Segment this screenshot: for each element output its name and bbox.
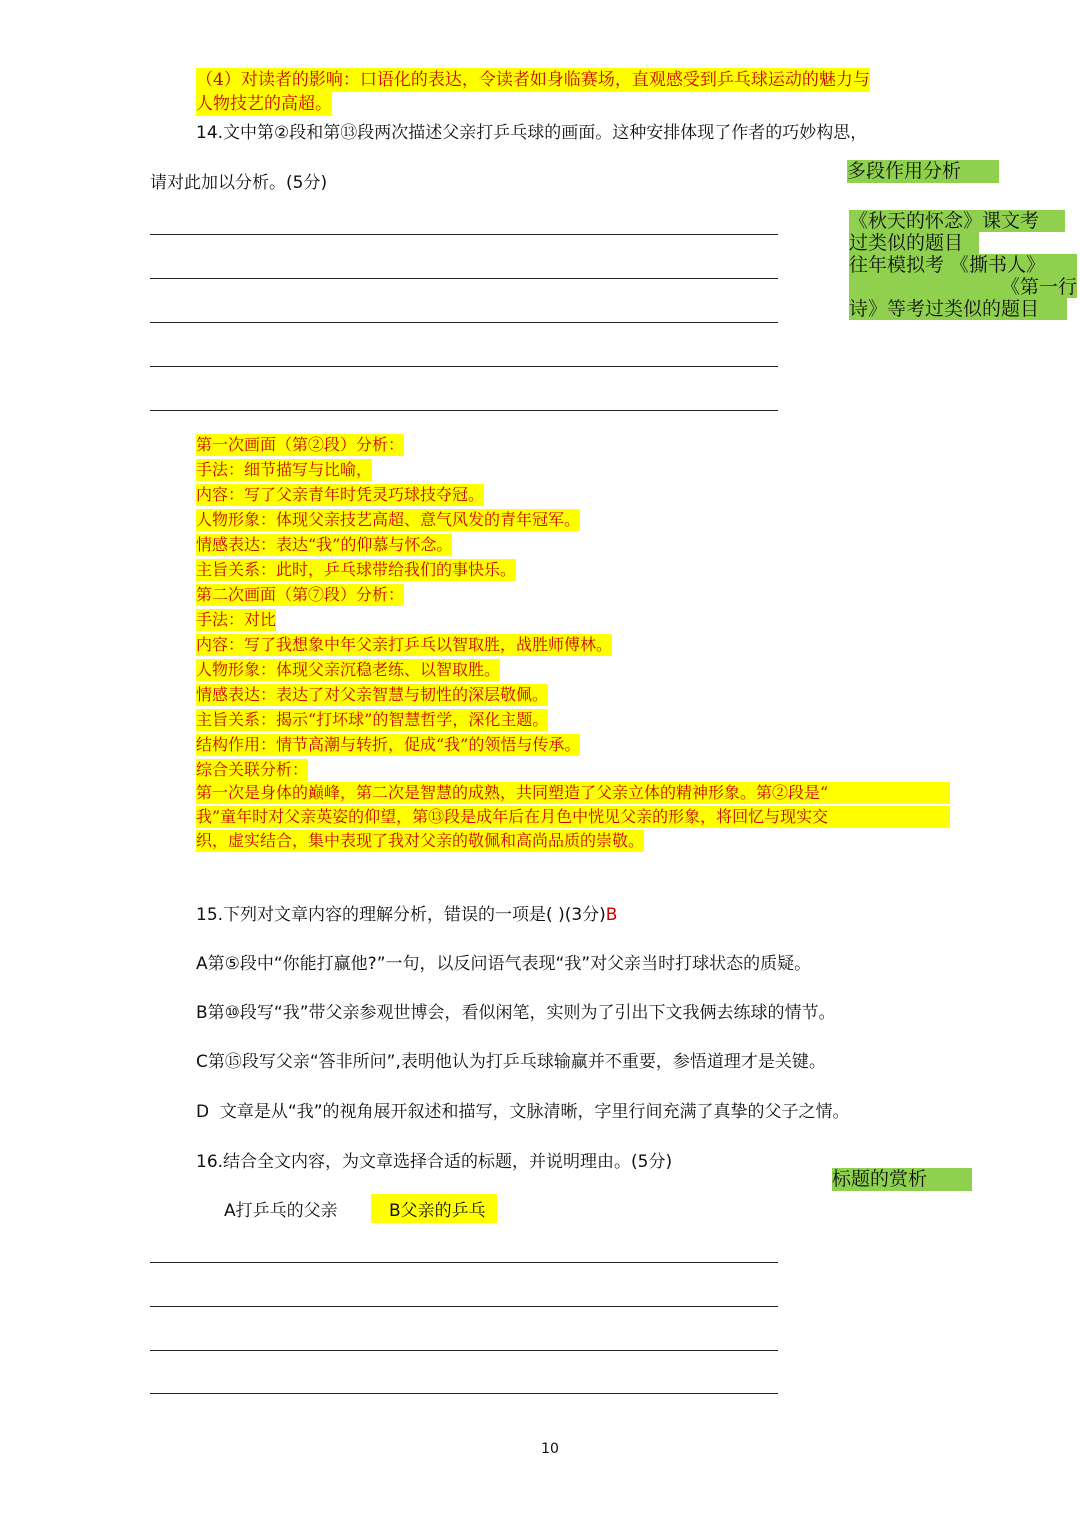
q14-note-line-5: 诗》等考过类似的题目 xyxy=(849,298,1067,320)
q14-answer-line: 结构作用：情节高潮与转折，促成“我”的领悟与传承。 xyxy=(196,735,581,754)
q14-answer-line: 内容：写了我想象中年父亲打乒乓以智取胜，战胜师傅林。 xyxy=(196,635,613,654)
q14-note-line-3: 往年模拟考 《撕书人》 xyxy=(849,254,1077,276)
page-number: 10 xyxy=(541,1441,559,1457)
q14-answer-line: 人物形象：体现父亲技艺高超、意气风发的青年冠军。 xyxy=(196,510,581,529)
q14-answer-line: 综合关联分析： xyxy=(196,760,309,779)
q14-tag-multi-paragraph-analysis: 多段作用分析 xyxy=(847,160,999,183)
q16-stem: 16.结合全文内容，为文章选择合适的标题，并说明理由。(5分) xyxy=(196,1152,673,1172)
prev-answer-line-2: 人物技艺的高超。 xyxy=(196,94,332,114)
answer-line xyxy=(150,234,778,235)
q14-note-line-1: 《秋天的怀念》课文考 xyxy=(849,210,1065,232)
q14-stem-line-2: 请对此加以分析。(5分) xyxy=(150,173,328,193)
answer-line xyxy=(150,1393,778,1394)
q14-answer-line: 第一次画面（第②段）分析： xyxy=(196,435,405,454)
q14-answer-line: 人物形象：体现父亲沉稳老练、以智取胜。 xyxy=(196,660,501,679)
prev-answer-line-1: （4）对读者的影响：口语化的表达，令读者如身临赛场，直观感受到乒乓球运动的魅力与 xyxy=(196,70,870,90)
q14-answer-line: 第一次是身体的巅峰，第二次是智慧的成熟，共同塑造了父亲立体的精神形象。第②段是“ xyxy=(196,782,950,804)
q15-option-a: A第⑤段中“你能打赢他?”一句，以反问语气表现“我”对父亲当时打球状态的质疑。 xyxy=(196,954,812,974)
q14-stem-line-1: 14.文中第②段和第⑬段两次描述父亲打乒乓球的画面。这种安排体现了作者的巧妙构思， xyxy=(196,123,868,143)
q14-note-line-2: 过类似的题目 xyxy=(849,232,979,254)
q14-answer-line: 手法：对比 xyxy=(196,610,277,629)
answer-line xyxy=(150,278,778,279)
q14-answer-line: 内容：写了父亲青年时凭灵巧球技夺冠。 xyxy=(196,485,485,504)
q16-option-b: B父亲的乒乓 xyxy=(371,1194,497,1223)
answer-line xyxy=(150,366,778,367)
q16-tag-title-appreciation: 标题的赏析 xyxy=(832,1168,972,1191)
q14-answer-line: 我”童年时对父亲英姿的仰望，第⑬段是成年后在月色中恍见父亲的形象，将回忆与现实交 xyxy=(196,806,950,828)
q15-option-b: B第⑩段写“我”带父亲参观世博会，看似闲笔，实则为了引出下文我俩去练球的情节。 xyxy=(196,1003,836,1023)
q14-answer-line: 主旨关系：此时，乒乓球带给我们的事快乐。 xyxy=(196,560,517,579)
q15-option-c: C第⑮段写父亲“答非所问”,表明他认为打乒乓球输赢并不重要，参悟道理才是关键。 xyxy=(196,1052,826,1072)
q14-answer-line: 手法：细节描写与比喻， xyxy=(196,460,373,479)
q14-answer-line: 第二次画面（第⑦段）分析： xyxy=(196,585,405,604)
q15-option-d: D 文章是从“我”的视角展开叙述和描写，文脉清晰，字里行间充满了真挚的父子之情。 xyxy=(196,1102,850,1122)
q15-answer: B xyxy=(605,905,618,925)
answer-line xyxy=(150,410,778,411)
q14-note-line-4: 《第一行 xyxy=(849,276,1077,298)
answer-line xyxy=(150,322,778,323)
answer-line xyxy=(150,1262,778,1263)
answer-line xyxy=(150,1350,778,1351)
q14-answer-line: 情感表达：表达了对父亲智慧与韧性的深层敬佩。 xyxy=(196,685,549,704)
q15-stem: 15.下列对文章内容的理解分析，错误的一项是( )(3分)B xyxy=(196,905,618,925)
q14-answer-line: 织，虚实结合，集中表现了我对父亲的敬佩和高尚品质的崇敬。 xyxy=(196,831,645,850)
answer-line xyxy=(150,1306,778,1307)
q14-answer-line: 情感表达：表达“我”的仰慕与怀念。 xyxy=(196,535,453,554)
q14-answer-line: 主旨关系：揭示“打坏球”的智慧哲学，深化主题。 xyxy=(196,710,549,729)
q16-option-a: A打乒乓的父亲 xyxy=(224,1201,338,1221)
